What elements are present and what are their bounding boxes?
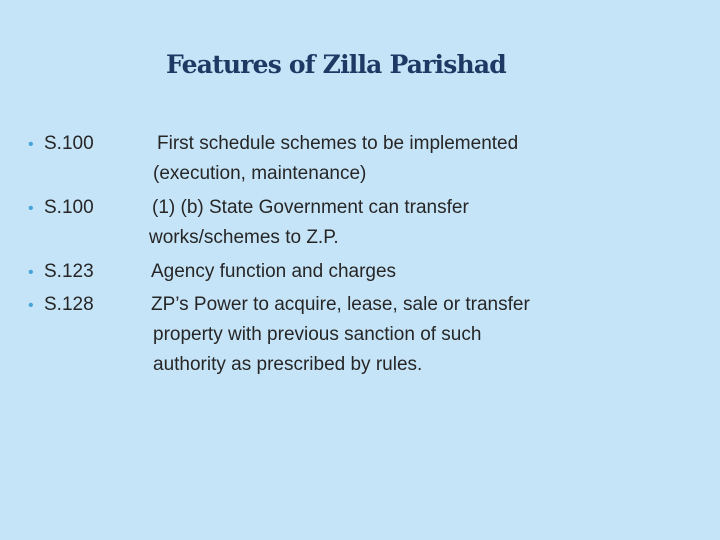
description-line: (execution, maintenance) (153, 163, 367, 184)
item-description-4 (151, 290, 530, 380)
bullet-item-1 (28, 133, 94, 156)
section-label: S.100 (44, 197, 94, 218)
item-description-3 (151, 257, 396, 287)
bullet-dot-icon: • (28, 136, 34, 153)
item-description-1 (153, 129, 519, 189)
description-line: works/schemes to Z.P. (149, 227, 339, 248)
bullet-item-2 (28, 197, 94, 220)
item-description-2 (149, 193, 469, 253)
description-line: (1) (b) State Government can transfer (152, 197, 469, 218)
bullet-dot-icon: • (28, 297, 34, 314)
description-line: authority as prescribed by rules. (153, 354, 423, 375)
description-line: Agency function and charges (151, 261, 397, 282)
description-line: First schedule schemes to be implemented (157, 133, 519, 154)
bullet-item-4 (28, 294, 94, 317)
section-label: S.123 (44, 261, 94, 282)
description-line: property with previous sanction of such (153, 324, 482, 345)
description-line: ZP’s Power to acquire, lease, sale or transfer (151, 294, 530, 315)
section-label: S.100 (44, 133, 94, 154)
bullet-dot-icon: • (28, 264, 34, 281)
bullet-item-3 (28, 261, 94, 284)
section-label: S.128 (44, 294, 94, 315)
bullet-dot-icon: • (28, 200, 34, 217)
slide-title: Features of Zilla Parishad (166, 50, 506, 79)
